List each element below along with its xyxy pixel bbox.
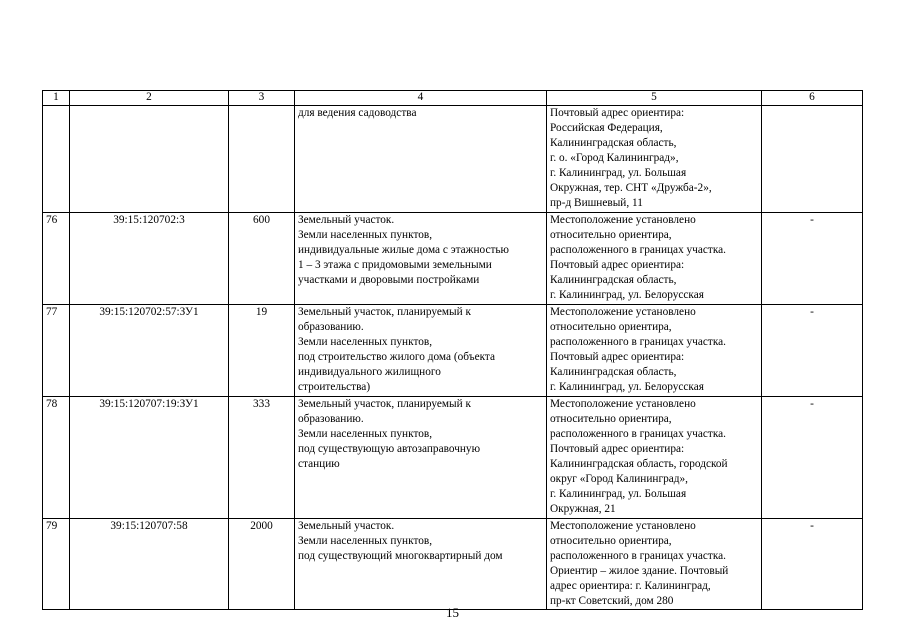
column-header-1: 1 xyxy=(43,91,70,106)
plot-description xyxy=(295,213,547,305)
plot-description xyxy=(295,397,547,519)
page-number: 15 xyxy=(446,605,459,620)
plot-note: - xyxy=(762,519,863,610)
address-line: относительно ориентира, xyxy=(550,229,672,241)
address-line: г. Калининград, ул. Большая xyxy=(550,488,687,500)
description-line: 1 – 3 этажа с придомовыми земельными xyxy=(298,259,492,271)
header-row xyxy=(43,91,863,106)
description-line: Земельный участок, планируемый к xyxy=(298,306,471,318)
address-line: пр-кт Советский, дом 280 xyxy=(550,595,674,607)
address-line: относительно ориентира, xyxy=(550,413,672,425)
cadastral-number: 39:15:120702:3 xyxy=(70,213,229,305)
address-line: Почтовый адрес ориентира: xyxy=(550,351,685,363)
table-row xyxy=(43,397,863,519)
row-number: 79 xyxy=(43,519,70,610)
address-line: Ориентир – жилое здание. Почтовый xyxy=(550,565,729,577)
plot-area: 2000 xyxy=(229,519,295,610)
address-line: г. Калининград, ул. Белорусская xyxy=(550,289,704,301)
description-line: Земельный участок. xyxy=(298,520,395,532)
address-line: Местоположение установлено xyxy=(550,306,696,318)
table-row xyxy=(43,213,863,305)
address-line: Калининградская область, xyxy=(550,366,677,378)
plot-note: - xyxy=(762,213,863,305)
column-header-6: 6 xyxy=(762,91,863,106)
address-line: г. Калининград, ул. Белорусская xyxy=(550,381,704,393)
address-line: относительно ориентира, xyxy=(550,535,672,547)
address-line: Российская Федерация, xyxy=(550,122,663,134)
address-line: округ «Город Калининград», xyxy=(550,473,688,485)
plot-address xyxy=(547,397,762,519)
address-line: расположенного в границах участка. xyxy=(550,550,726,562)
address-line: Местоположение установлено xyxy=(550,520,696,532)
table-row xyxy=(43,305,863,397)
row-number: 78 xyxy=(43,397,70,519)
plot-description xyxy=(295,519,547,610)
cadastral-number: 39:15:120707:19:ЗУ1 xyxy=(70,397,229,519)
address-line: Местоположение установлено xyxy=(550,214,696,226)
row-number xyxy=(43,106,70,213)
address-line: г. о. «Город Калининград», xyxy=(550,152,679,164)
address-line: относительно ориентира, xyxy=(550,321,672,333)
address-line: Калининградская область, xyxy=(550,274,677,286)
address-line: г. Калининград, ул. Большая xyxy=(550,167,687,179)
description-line: станцию xyxy=(298,458,340,470)
plot-area: 333 xyxy=(229,397,295,519)
plot-description xyxy=(295,305,547,397)
description-line: Земли населенных пунктов, xyxy=(298,428,433,440)
description-line: Земли населенных пунктов, xyxy=(298,229,433,241)
address-line: Местоположение установлено xyxy=(550,398,696,410)
description-line: индивидуального жилищного xyxy=(298,366,441,378)
column-header-4: 4 xyxy=(295,91,547,106)
plot-note: - xyxy=(762,305,863,397)
row-number: 76 xyxy=(43,213,70,305)
address-line: Калининградская область, xyxy=(550,137,677,149)
plot-description xyxy=(295,106,547,213)
description-line: образованию. xyxy=(298,413,364,425)
description-line: индивидуальные жилые дома с этажностью xyxy=(298,244,509,256)
cadastral-number xyxy=(70,106,229,213)
address-line: расположенного в границах участка. xyxy=(550,244,726,256)
plot-area: 600 xyxy=(229,213,295,305)
plot-address xyxy=(547,106,762,213)
address-line: Окружная, тер. СНТ «Дружба-2», xyxy=(550,182,712,194)
plot-area: 19 xyxy=(229,305,295,397)
address-line: адрес ориентира: г. Калининград, xyxy=(550,580,711,592)
plot-address xyxy=(547,213,762,305)
plot-note: - xyxy=(762,397,863,519)
description-line: участками и дворовыми постройками xyxy=(298,274,480,286)
description-line: образованию. xyxy=(298,321,364,333)
row-number: 77 xyxy=(43,305,70,397)
description-line: Земли населенных пунктов, xyxy=(298,336,433,348)
description-line: строительства) xyxy=(298,381,371,393)
description-line: для ведения садоводства xyxy=(298,107,417,119)
plot-address xyxy=(547,519,762,610)
address-line: Калининградская область, городской xyxy=(550,458,728,470)
column-header-3: 3 xyxy=(229,91,295,106)
plot-note xyxy=(762,106,863,213)
address-line: расположенного в границах участка. xyxy=(550,428,726,440)
description-line: под существующую автозаправочную xyxy=(298,443,481,455)
cadastral-number: 39:15:120702:57:ЗУ1 xyxy=(70,305,229,397)
land-plots-table xyxy=(42,90,863,610)
description-line: Земельный участок, планируемый к xyxy=(298,398,471,410)
description-line: Земли населенных пунктов, xyxy=(298,535,433,547)
description-line: под строительство жилого дома (объекта xyxy=(298,351,496,363)
description-line: под существующий многоквартирный дом xyxy=(298,550,503,562)
address-line: Почтовый адрес ориентира: xyxy=(550,259,685,271)
table-row xyxy=(43,106,863,213)
plot-address xyxy=(547,305,762,397)
cadastral-number: 39:15:120707:58 xyxy=(70,519,229,610)
address-line: Почтовый адрес ориентира: xyxy=(550,107,685,119)
table-row xyxy=(43,519,863,610)
description-line: Земельный участок. xyxy=(298,214,395,226)
address-line: пр-д Вишневый, 11 xyxy=(550,197,643,209)
address-line: Почтовый адрес ориентира: xyxy=(550,443,685,455)
plot-area xyxy=(229,106,295,213)
column-header-5: 5 xyxy=(547,91,762,106)
column-header-2: 2 xyxy=(70,91,229,106)
address-line: расположенного в границах участка. xyxy=(550,336,726,348)
address-line: Окружная, 21 xyxy=(550,503,616,515)
